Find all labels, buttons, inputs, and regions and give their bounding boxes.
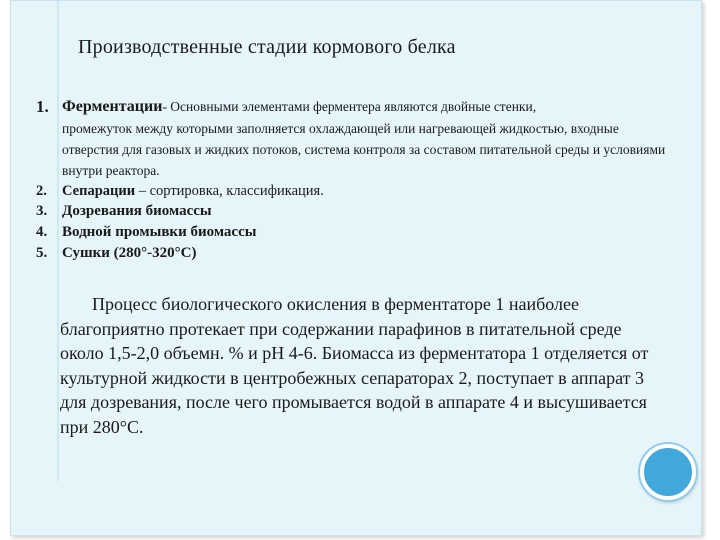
list-item — [30, 96, 670, 181]
list-item-number: 2. — [36, 183, 47, 199]
stages-list — [30, 96, 670, 264]
list-item-number: 3. — [36, 203, 48, 219]
list-item-number: 5. — [36, 245, 48, 261]
list-item-number: 1. — [36, 97, 49, 116]
list-item — [30, 181, 670, 201]
list-item-text: Сушки (280°-320°С) — [62, 245, 197, 261]
list-item-heading: Сепарации — [62, 183, 136, 199]
list-item-text: – сортировка, классификация. — [135, 183, 324, 199]
list-item — [30, 222, 670, 243]
list-item-text: Водной промывки биомассы — [62, 224, 257, 240]
list-item-text: - Основными элементами ферментера являются двойные стенки, — [162, 99, 537, 114]
process-description: Процесс биологического окисления в ферментаторе 1 наиболее благоприятно протекает при содержании парафинов в питательной среде около 1,5-2,0 объемн. % и рН 4-6. Биомасса из ферментатора 1 отделяется от культурной жидкости в центробежных сепараторах 2, поступает в аппарат 3 для дозревания, после чего промывается водой в аппарате 4 и высушивается при 280°С. — [60, 294, 649, 437]
list-item-text-continued: промежуток между которыми заполняется охлаждающей или нагревающей жидкостью, входные отверстия для газовых и жидких потоков, система контроля за составом питательной среды и условиями внутри реактора. — [62, 121, 666, 178]
list-item-heading: Ферментации — [62, 98, 163, 115]
list-item — [30, 243, 670, 264]
decorative-circle — [640, 444, 696, 500]
content-panel — [10, 0, 702, 536]
list-item-text: Дозревания биомассы — [62, 203, 212, 219]
list-item — [30, 201, 670, 222]
list-item-number: 4. — [36, 224, 48, 240]
slide-title: Производственные стадии кормового белка — [78, 36, 456, 58]
